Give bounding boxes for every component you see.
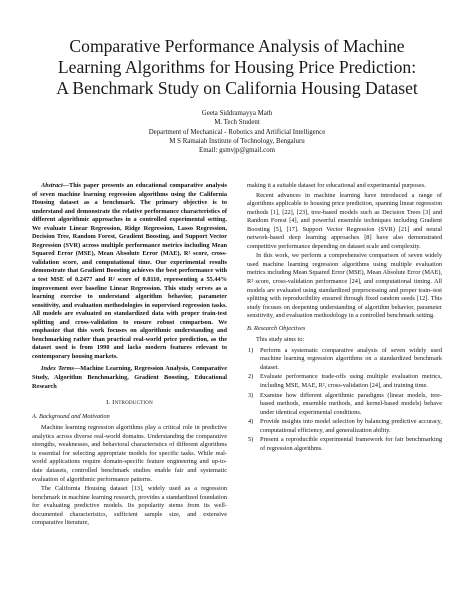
list-item-text: Examine how different algorithmic paradigms (linear models, tree-based methods, ensemble methods, and kernel-based models) behave under identical experimental conditions. xyxy=(260,391,442,416)
index-terms-label: Index Terms xyxy=(41,365,74,373)
title-line: Comparative Performance Analysis of Machine xyxy=(69,36,405,56)
author-role: M. Tech Student xyxy=(214,119,260,127)
index-terms-text: —Machine Learning, Regression Analysis, Comparative Study, Algorithm Benchmarking, Gradient Boosting, Educational Research xyxy=(32,365,227,390)
author-institute: M S Ramaiah Institute of Technology, Bengaluru xyxy=(169,137,305,145)
body-paragraph: making it a suitable dataset for educational and experimental purposes. xyxy=(247,182,426,189)
author-name: Geeta Siddramayya Math xyxy=(201,110,273,117)
list-item-text: Evaluate performance trade-offs using multiple evaluation metrics, including MSE, MAE, R², cross-validation [24], and training time. xyxy=(260,373,442,390)
subsection-heading-objectives: B. Research Objectives xyxy=(247,324,306,332)
list-item xyxy=(247,418,442,435)
author-email: Email: gsmvjp@gmail.com xyxy=(198,147,275,155)
title-line: Learning Algorithms for Housing Price Prediction: xyxy=(57,57,417,77)
list-item-text: Present a reproducible experimental framework for fair benchmarking of regression algorithms. xyxy=(260,436,442,452)
body-paragraph: Machine learning regression algorithms play a critical role in predictive analytics across diverse real-world domains. Understanding the comparative strengths, weaknesses, and behavioral characteristics of different algorithms is essential for selecting appropriate models for specific tasks. While real-world applications require domain-specific feature engineering and up-to-date datasets, controlled benchmark studies enable fair and systematic evaluation of algorithmic performance patterns. xyxy=(32,424,227,483)
author-department: Department of Mechanical - Robotics and Artificial Intelligence xyxy=(148,128,326,136)
abstract-label: Abstract xyxy=(41,182,63,189)
list-item-number: 3) xyxy=(248,391,254,399)
list-item xyxy=(247,392,442,418)
list-item-number: 4) xyxy=(248,418,254,426)
list-item-text: Provide insights into model selection by balancing predictive accuracy, computational efficiency, and generalization ability. xyxy=(260,418,442,434)
list-item xyxy=(247,347,442,373)
list-item xyxy=(247,436,442,453)
objectives-list xyxy=(247,347,442,454)
index-terms xyxy=(32,365,227,391)
title-line: A Benchmark Study on California Housing Dataset xyxy=(56,78,418,98)
author-block xyxy=(100,109,374,155)
abstract xyxy=(32,182,227,361)
list-item-number: 5) xyxy=(248,436,254,444)
body-paragraph: This study aims to: xyxy=(256,336,305,344)
body-paragraph: The California Housing dataset [13], widely used as a regression benchmark in machine learning research, provides a standardized foundation for evaluating predictive models. Its popularity stems from its well-documented characteristics, sufficient sample size, and extensive comparative literature, xyxy=(32,485,227,527)
body-paragraph: In this work, we perform a comprehensive comparison of seven widely used machine learning regression algorithms using multiple evaluation metrics including Mean Squared Error (MSE), Mean Absolute Error (MAE), R² score, cross-validation performance [24], and computational timing. All models are evaluated using standardized preprocessing and proper train–test splitting with reproducibility ensured through fixed random seeds [12]. This study focuses on deepening understanding of algorithm behavior, parameter sensitivity, and evaluation methodology in a controlled benchmark setting. xyxy=(247,252,442,320)
subsection-heading-background: A. Background and Motivation xyxy=(32,412,110,420)
list-item-text: Perform a systematic comparative analysis of seven widely used machine learning regression algorithms on a standardized benchmark dataset. xyxy=(260,346,442,371)
list-item xyxy=(247,373,442,390)
section-heading-introduction: I. Introduction xyxy=(106,399,153,407)
list-item-number: 1) xyxy=(248,346,254,354)
right-column xyxy=(247,182,442,454)
abstract-text: —This paper presents an educational comparative analysis of seven machine learning regression algorithms using the California Housing dataset as a benchmark. The primary objective is to understand and demonstrate the relative performance characteristics of different algorithmic approaches in a controlled experimental setting. We evaluate Linear Regression, Ridge Regression, Lasso Regression, Decision Tree, Random Forest, Gradient Boosting, and Support Vector Regression (SVR) across multiple performance metrics including Mean Squared Error (MSE), Mean Absolute Error (MAE), R² score, cross-validation score, and computational time. Our experimental results demonstrate that Gradient Boosting achieves the best performance with a test MSE of 0.2477 and R² score of 0.8110, representing a 55.44% improvement over baseline Linear Regression. This study serves as a learning exercise to understand algorithm behavior, parameter sensitivity, and evaluation methodologies in supervised regression tasks. All models are evaluated on standardized data with proper train-test splitting and cross-validation to ensure robust comparison. We emphasize that this work focuses on algorithmic understanding and benchmarking rather than practical real-world price prediction, as the dataset used is from 1990 and lacks modern features relevant to contemporary housing markets. xyxy=(32,182,227,360)
body-paragraph: Recent advances in machine learning have introduced a range of algorithms applicable to housing price prediction, spanning linear regression methods [1], [22], [23], tree-based models such as Decision Trees [3] and Random Forest [4], and powerful ensemble techniques including Gradient Boosting [5], [17]. Support Vector Regression (SVR) [21] and neural network-based deep learning approaches [8] have also demonstrated competitive performance depending on dataset scale and complexity. xyxy=(247,191,442,250)
list-item-number: 2) xyxy=(248,373,254,381)
paper-title xyxy=(20,36,454,99)
left-column xyxy=(32,182,227,529)
